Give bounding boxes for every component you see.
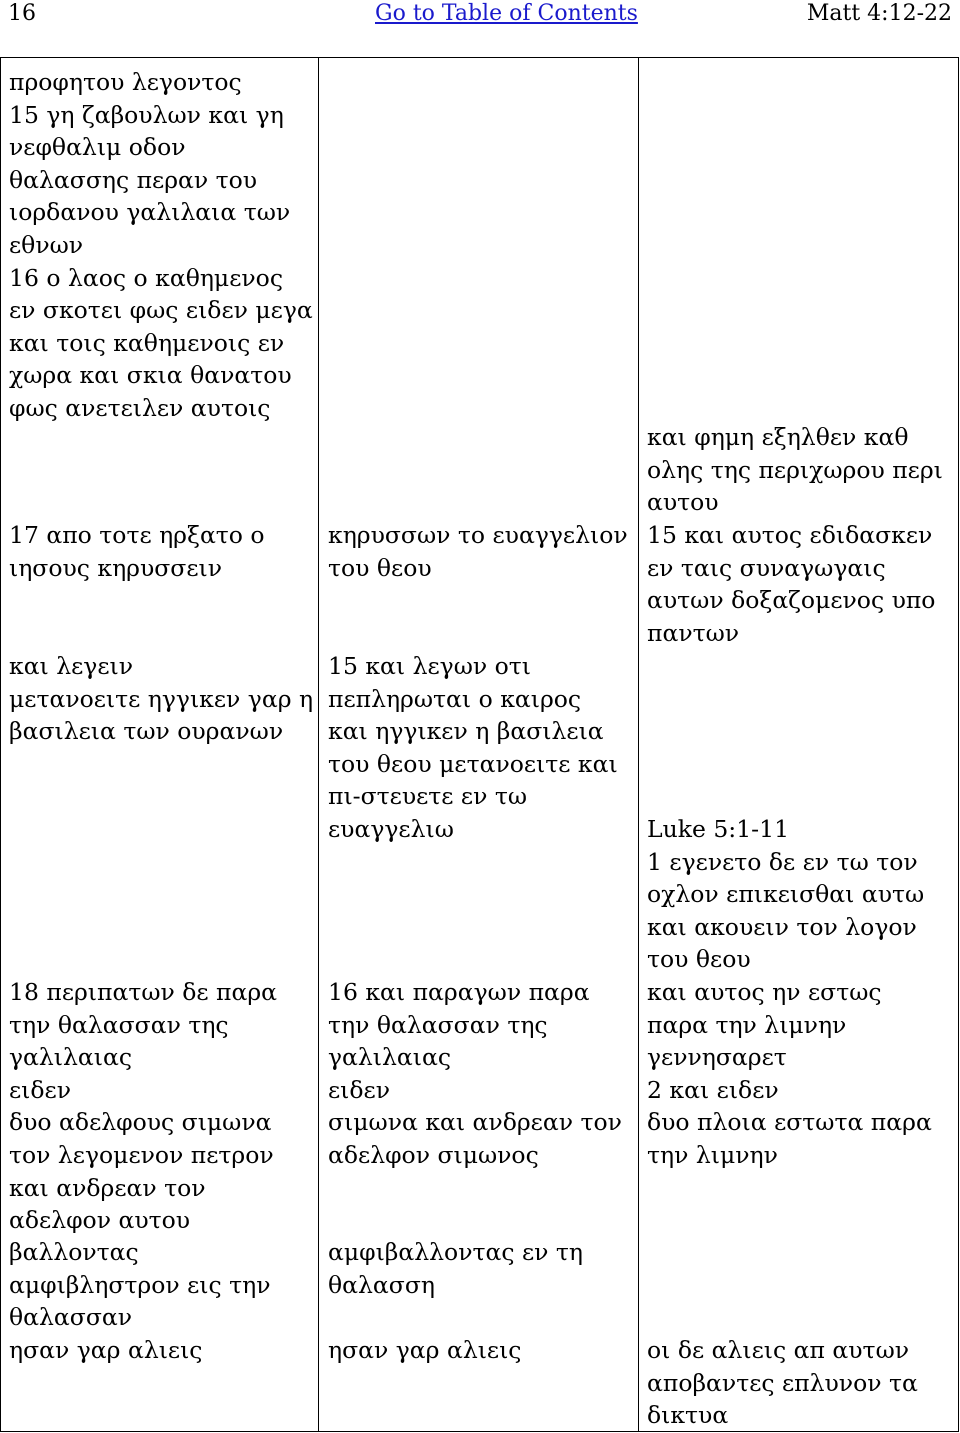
verse-line: οχλον επικεισθαι αυτω <box>647 880 925 909</box>
verse-line: και φημη εξηλθεν καθ <box>647 423 909 451</box>
verse-line: και ηγγικεν η βασιλεια <box>328 717 604 746</box>
verse-line: προφητου λεγοντος <box>9 68 242 96</box>
page-header <box>0 0 960 30</box>
verse-line: 17 απο τοτε ηρξατο ο <box>9 521 265 549</box>
synopsis-cell-col1 <box>9 1334 314 1367</box>
verse-line: ιορδανου γαλιλαια των <box>9 198 291 227</box>
verse-line: του θεου <box>328 553 432 582</box>
verse-line: 18 περιπατων δε παρα <box>9 978 278 1006</box>
verse-line: ευαγγελιω <box>328 815 454 843</box>
verse-line: αυτων δοξαζομενος υπο <box>647 586 936 615</box>
verse-line: βαλλοντας <box>9 1238 139 1266</box>
verse-line: οι δε αλιεις απ αυτων <box>647 1336 910 1364</box>
verse-line: 15 γη ζαβουλων και γη <box>9 100 284 129</box>
verse-line: αδελφον αυτου <box>9 1206 191 1235</box>
verse-line: παντων <box>647 618 740 647</box>
verse-line: ειδεν <box>328 1075 390 1104</box>
verse-line: την θαλασσαν της <box>328 1010 548 1039</box>
verse-line: σιμωνα και ανδρεαν τον <box>328 1108 622 1137</box>
verse-line: γαλιλαιας <box>328 1043 452 1072</box>
verse-line: θαλασση <box>328 1270 435 1299</box>
verse-line: 1 εγενετο δε εν τω τον <box>647 847 918 876</box>
page-number: 16 <box>8 1 36 26</box>
passage-reference: Matt 4:12-22 <box>806 1 952 26</box>
synopsis-cell-col2 <box>328 519 633 584</box>
verse-line: χωρα και σκια θανατου <box>9 361 292 390</box>
verse-line: νεφθαλιμ οδον <box>9 133 186 162</box>
synopsis-cell-col1 <box>9 1236 314 1334</box>
verse-line: φως ανετειλεν αυτοις <box>9 393 271 422</box>
column-divider <box>318 58 319 1431</box>
verse-line: πι-στευετε εν τω <box>328 782 528 811</box>
verse-line: ιησους κηρυσσειν <box>9 553 223 582</box>
verse-line: του θεου <box>647 945 751 974</box>
synopsis-cell-col2 <box>328 1236 633 1301</box>
verse-line: αμφιβαλλοντας εν τη <box>328 1238 584 1266</box>
verse-line: αμφιβληστρον εις την <box>9 1270 271 1299</box>
verse-line: ησαν γαρ αλιεις <box>328 1336 522 1364</box>
verse-line: 15 και αυτος εδιδασκεν <box>647 521 933 549</box>
verse-line: και ανδρεαν τον <box>9 1173 206 1202</box>
synopsis-cell-col1 <box>9 519 314 584</box>
verse-line: δικτυα <box>647 1401 729 1430</box>
verse-line: 16 ο λαος ο καθημενος <box>9 263 283 292</box>
column-divider <box>638 58 639 1431</box>
synopsis-cell-col1 <box>9 650 314 748</box>
verse-line: εν σκοτει φως ειδεν μεγα <box>9 296 313 325</box>
synopsis-cell-col2 <box>328 976 633 1172</box>
verse-line: παρα την λιμνην <box>647 1010 847 1039</box>
verse-line: αποβαντες επλυνον τα <box>647 1368 918 1397</box>
synopsis-cell-col3 <box>647 519 956 649</box>
synopsis-cell-col1 <box>9 66 314 425</box>
verse-line: βασιλεια των ουρανων <box>9 717 284 746</box>
synopsis-cell-col3 <box>647 1334 956 1432</box>
table-of-contents-link[interactable]: Go to Table of Contents <box>375 1 638 26</box>
verse-line: δυο πλοια εστωτα παρα <box>647 1108 932 1137</box>
verse-line: Luke 5:1-11 <box>647 815 790 843</box>
synopsis-cell-col3 <box>647 813 956 976</box>
verse-line: την θαλασσαν της <box>9 1010 229 1039</box>
verse-line: και αυτος ην εστως <box>647 978 882 1006</box>
verse-line: 2 και ειδεν <box>647 1075 779 1104</box>
verse-line: θαλασσης περαν του <box>9 165 258 194</box>
synopsis-cell-col2 <box>328 813 633 846</box>
verse-line: ολης της περιχωρου περι <box>647 455 943 484</box>
verse-line: εν ταις συναγωγαις <box>647 553 886 582</box>
verse-line: την λιμνην <box>647 1140 778 1169</box>
synopsis-table <box>0 57 959 1432</box>
verse-line: κηρυσσων το ευαγγελιον <box>328 521 628 549</box>
verse-line: γαλιλαιας <box>9 1043 133 1072</box>
synopsis-cell-col3 <box>647 421 956 519</box>
synopsis-cell-col3 <box>647 976 956 1172</box>
verse-line: γεννησαρετ <box>647 1043 787 1072</box>
synopsis-cell-col1 <box>9 976 314 1237</box>
verse-line: και ακουειν τον λογον <box>647 912 917 941</box>
verse-line: θαλασσαν <box>9 1303 133 1332</box>
verse-line: του θεου μετανοειτε και <box>328 749 618 778</box>
verse-line: ειδεν <box>9 1075 71 1104</box>
verse-line: 16 και παραγων παρα <box>328 978 590 1006</box>
verse-line: και τοις καθημενοις εν <box>9 328 285 357</box>
verse-line: αυτου <box>647 488 719 517</box>
synopsis-cell-col2 <box>328 650 633 813</box>
verse-line: εθνων <box>9 230 84 259</box>
verse-line: πεπληρωται ο καιρος <box>328 684 582 713</box>
synopsis-cell-col2 <box>328 1334 633 1367</box>
verse-line: ησαν γαρ αλιεις <box>9 1336 203 1364</box>
verse-line: τον λεγομενον πετρον <box>9 1140 274 1169</box>
verse-line: αδελφον σιμωνος <box>328 1140 539 1169</box>
verse-line: δυο αδελφους σιμωνα <box>9 1108 272 1137</box>
verse-line: 15 και λεγων οτι <box>328 652 532 680</box>
verse-line: μετανοειτε ηγγικεν γαρ η <box>9 684 314 713</box>
verse-line: και λεγειν <box>9 652 134 680</box>
